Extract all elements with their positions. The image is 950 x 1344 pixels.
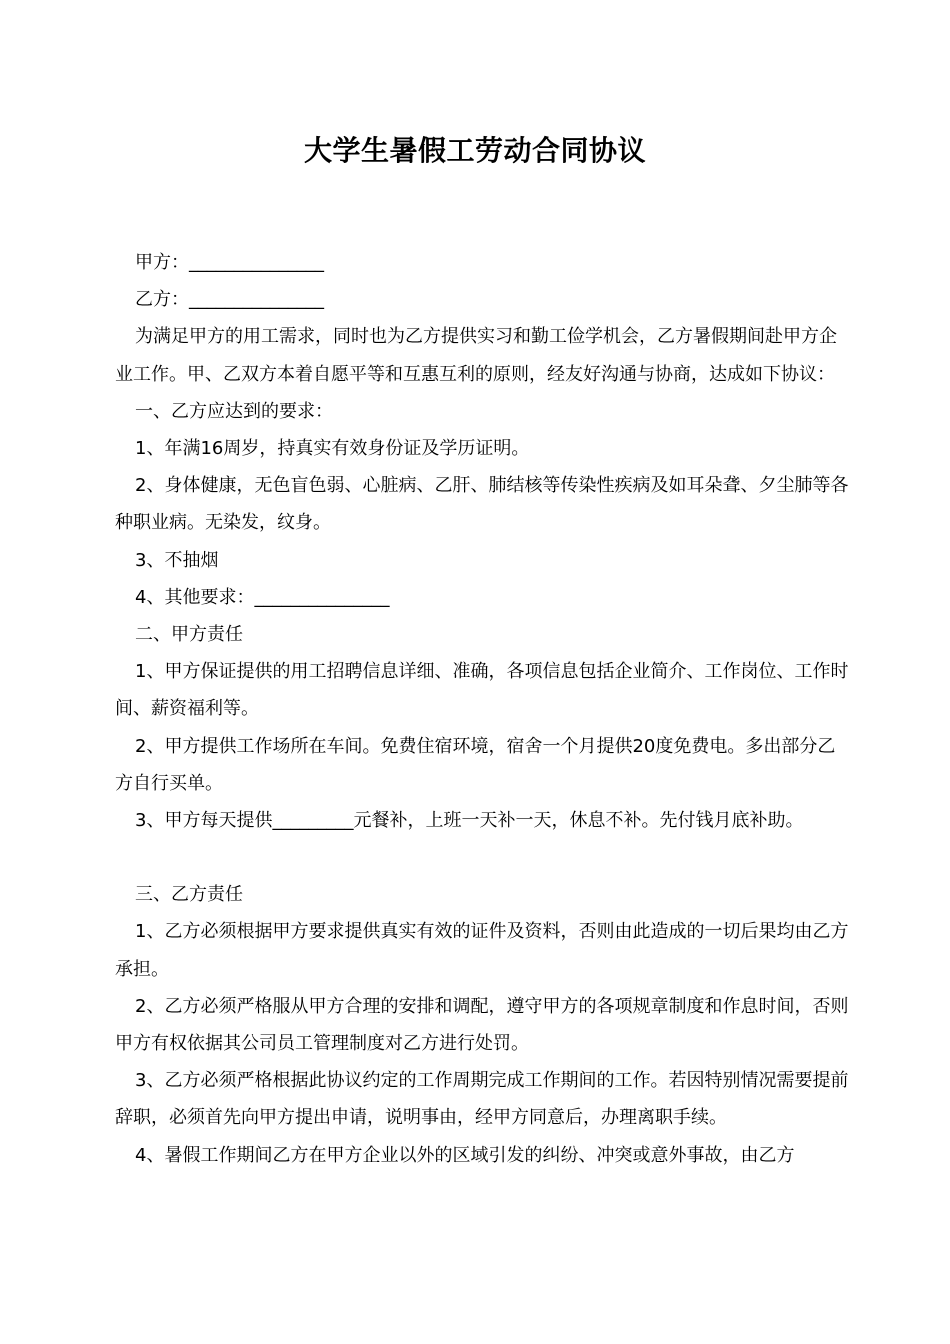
party-b-item-3: 3、乙方必须严格根据此协议约定的工作周期完成工作期间的工作。若因特别情况需要提前辞职，必须首先向甲方提出申请，说明事由，经甲方同意后，办理离职手续。 <box>115 1070 849 1129</box>
party-b-item-2: 2、乙方必须严格服从甲方合理的安排和调配，遵守甲方的各项规章制度和作息时间，否则甲方有权依据其公司员工管理制度对乙方进行处罚。 <box>115 995 849 1055</box>
requirement-item-3: 3、不抽烟 <box>135 549 219 571</box>
party-a-line: 甲方：_______________ <box>135 252 324 273</box>
section-heading-requirements: 一、乙方应达到的要求： <box>135 400 333 422</box>
requirement-item-1: 1、年满16周岁，持真实有效身份证及学历证明。 <box>135 438 530 460</box>
preamble-paragraph: 为满足甲方的用工需求，同时也为乙方提供实习和勤工俭学机会，乙方暑假期间赴甲方企业工作。甲、乙双方本着自愿平等和互惠互利的原则，经友好沟通与协商，达成如下协议： <box>115 326 837 385</box>
party-a-item-1: 1、甲方保证提供的用工招聘信息详细、准确，各项信息包括企业简介、工作岗位、工作时间、薪资福利等。 <box>115 661 849 720</box>
party-a-item-2: 2、甲方提供工作场所在车间。免费住宿环境，宿舍一个月提供20度免费电。多出部分乙方自行买单。 <box>115 735 836 794</box>
party-b-item-1: 1、乙方必须根据甲方要求提供真实有效的证件及资料，否则由此造成的一切后果均由乙方承担。 <box>115 921 849 980</box>
party-a-item-3: 3、甲方每天提供_________元餐补，上班一天补一天，休息不补。先付钱月底补助。 <box>135 810 804 832</box>
section-heading-party-b: 三、乙方责任 <box>135 884 243 906</box>
requirement-item-2: 2、身体健康，无色盲色弱、心脏病、乙肝、肺结核等传染性疾病及如耳朵聋、夕尘肺等各种职业病。无染发，纹身。 <box>115 475 849 534</box>
section-heading-party-a: 二、甲方责任 <box>135 624 243 646</box>
document-title: 大学生暑假工劳动合同协议 <box>303 134 646 167</box>
party-b-item-4: 4、暑假工作期间乙方在甲方企业以外的区域引发的纠纷、冲突或意外事故，由乙方 <box>135 1144 795 1166</box>
document-body <box>115 244 850 1174</box>
requirement-item-4: 4、其他要求：_______________ <box>135 586 390 608</box>
party-b-line: 乙方：_______________ <box>135 289 324 311</box>
